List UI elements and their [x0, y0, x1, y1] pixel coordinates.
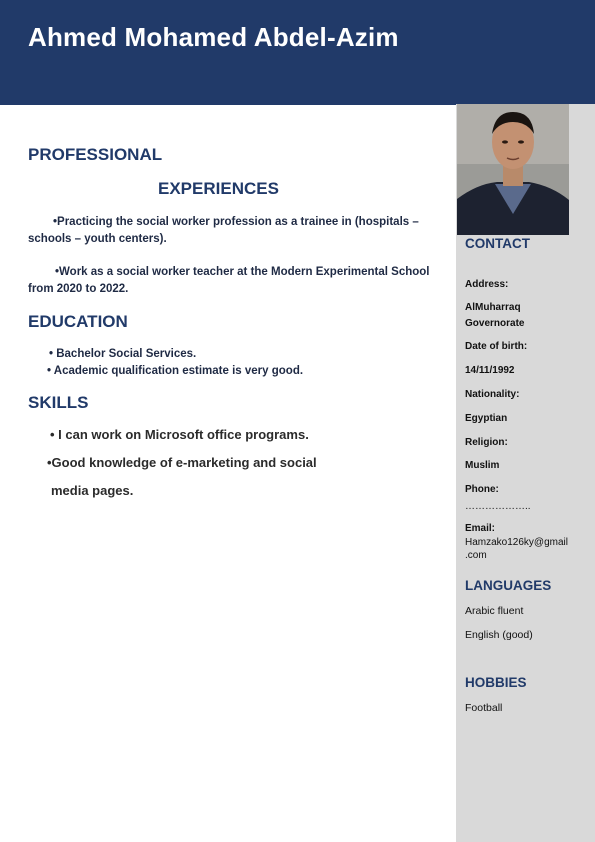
skills-title: SKILLS: [28, 393, 89, 412]
nationality-value: Egyptian: [465, 413, 508, 424]
experience-item-2: •Work as a social worker teacher at the Modern Experimental School from 2020 to 2022.: [28, 266, 430, 295]
dob-value: 14/11/1992: [465, 365, 515, 376]
candidate-name: Ahmed Mohamed Abdel-Azim: [28, 22, 399, 52]
languages-title: LANGUAGES: [465, 578, 552, 593]
religion-label: Religion:: [465, 437, 508, 448]
phone-value: ………………..: [465, 501, 531, 512]
education-title: EDUCATION: [28, 312, 128, 331]
language-item-1: Arabic fluent: [465, 605, 524, 617]
skills-item-3: media pages.: [51, 483, 134, 498]
profile-photo-image: [457, 104, 569, 235]
email-label: Email:: [465, 523, 496, 534]
nationality-label: Nationality:: [465, 389, 520, 400]
phone-label: Phone:: [465, 484, 499, 495]
education-item-2: • Academic qualification estimate is very good.: [47, 365, 304, 377]
email-line2: .com: [465, 550, 487, 561]
hobbies-title: HOBBIES: [465, 675, 527, 690]
education-item-1: • Bachelor Social Services.: [49, 348, 197, 360]
skills-item-2: •Good knowledge of e-marketing and social: [47, 455, 317, 470]
experience-title-line2: EXPERIENCES: [158, 179, 279, 198]
religion-value: Muslim: [465, 460, 500, 471]
contact-title: CONTACT: [465, 236, 530, 251]
address-line1: AlMuharraq: [465, 302, 521, 313]
skills-item-1: • I can work on Microsoft office programs.: [50, 427, 309, 442]
profile-photo: [457, 104, 569, 235]
address-label: Address:: [465, 279, 509, 290]
header-banner: [0, 0, 595, 105]
experience-title-line1: PROFESSIONAL: [28, 145, 163, 164]
language-item-2: English (good): [465, 629, 533, 641]
dob-label: Date of birth:: [465, 341, 528, 352]
experience-item-1: •Practicing the social worker profession as a trainee in (hospitals – schools – youth centers).: [28, 216, 419, 245]
email-line1: Hamzako126ky@gmail: [465, 537, 568, 548]
address-line2: Governorate: [465, 318, 525, 329]
hobby-item-1: Football: [465, 702, 503, 714]
